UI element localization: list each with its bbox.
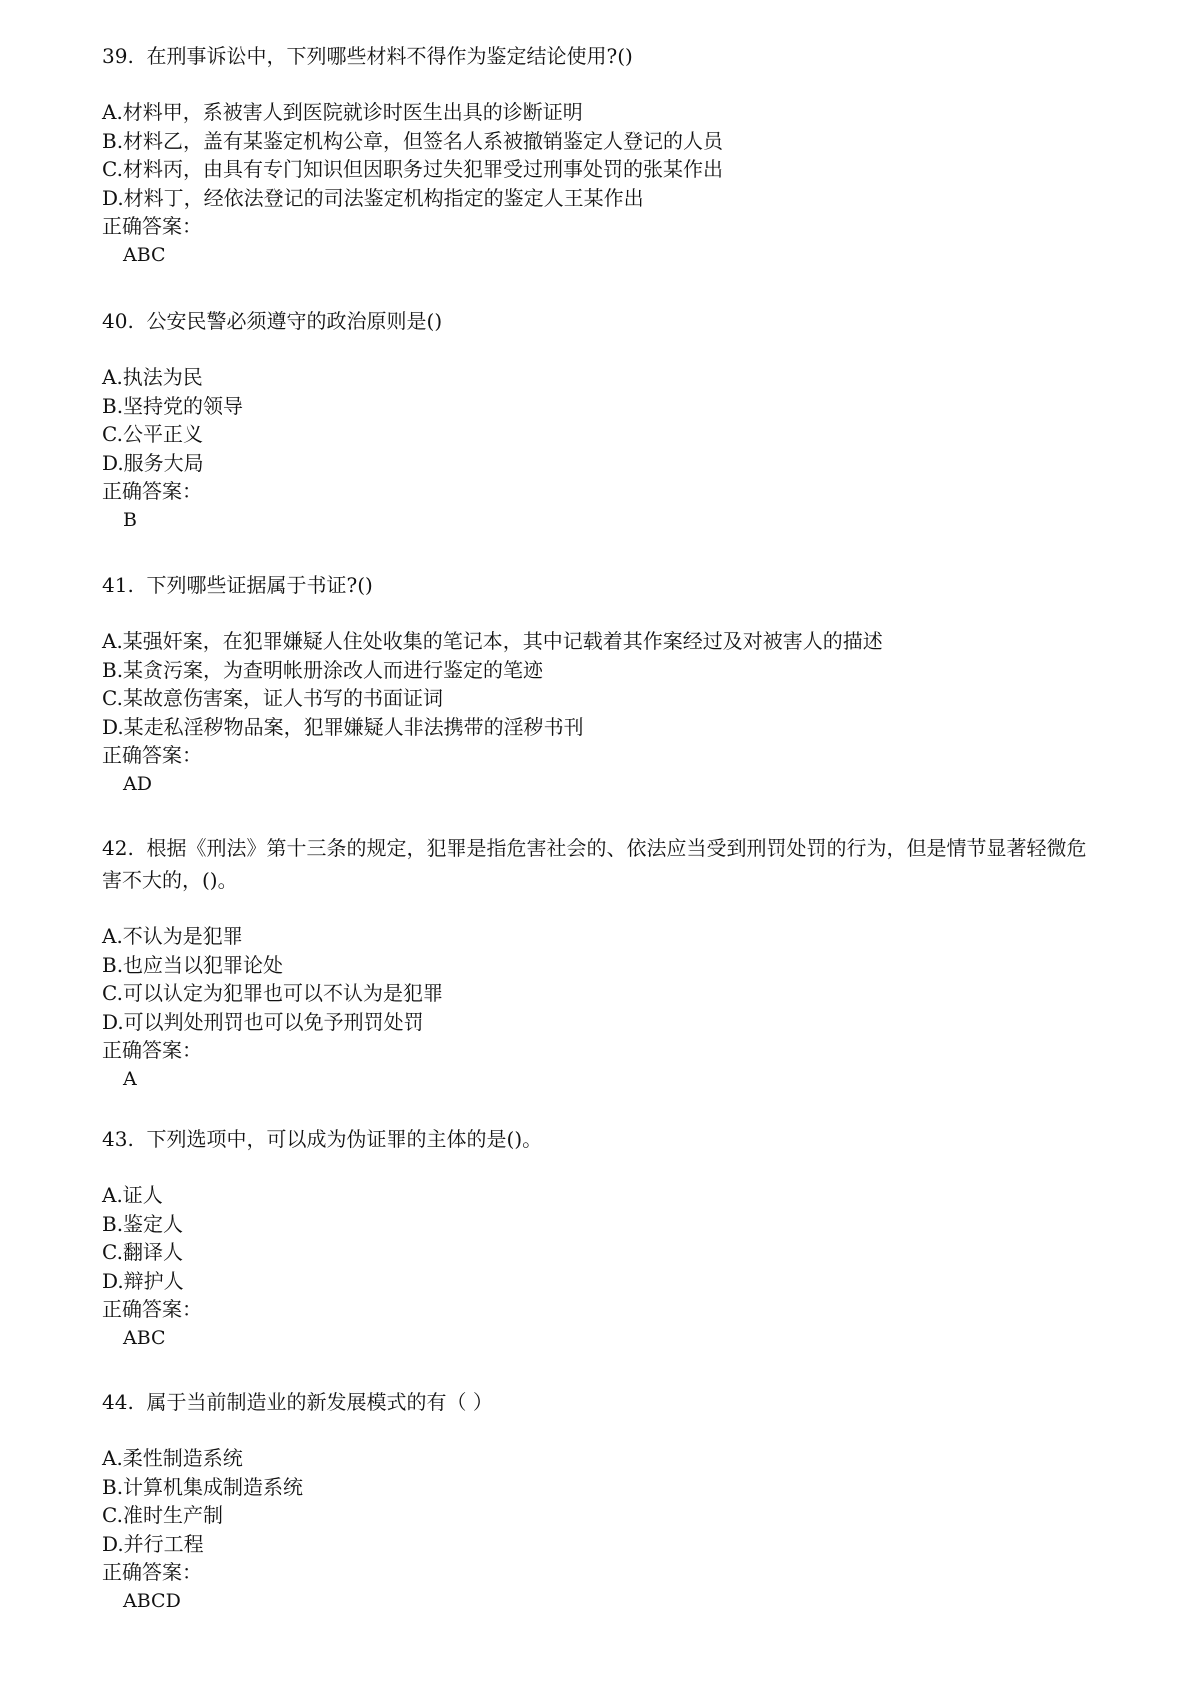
option-b: B.鉴定人 [102,1211,184,1236]
answer-value: A [123,1067,137,1090]
question-title: 44. 属于当前制造业的新发展模式的有（ ） [102,1390,493,1414]
question-41 [102,569,1102,798]
question-title: 43. 下列选项中，可以成为伪证罪的主体的是()。 [102,1127,543,1151]
answer-label: 正确答案： [102,743,202,767]
option-b: B.某贪污案，为查明帐册涂改人而进行鉴定的笔迹 [102,657,544,682]
option-a: A.执法为民 [102,365,203,389]
option-b: B.也应当以犯罪论处 [102,952,284,977]
option-c: C.材料丙，由具有专门知识但因职务过失犯罪受过刑事处罚的张某作出 [102,157,723,181]
answer-label: 正确答案： [102,1560,202,1584]
option-list [102,922,1102,1036]
option-d: D.可以判处刑罚也可以免予刑罚处罚 [102,1009,424,1034]
option-list [102,627,1102,741]
option-d: D.材料丁，经依法登记的司法鉴定机构指定的鉴定人王某作出 [102,185,644,210]
option-a: A.证人 [102,1183,163,1207]
option-a: A.不认为是犯罪 [102,924,243,948]
question-40 [102,305,1102,534]
option-d: D.辩护人 [102,1268,184,1293]
answer-value: ABC [123,1326,166,1349]
answer-label: 正确答案： [102,1038,202,1062]
question-title: 40. 公安民警必须遵守的政治原则是() [102,309,443,333]
option-list [102,1444,1102,1558]
option-b: B.坚持党的领导 [102,393,244,418]
answer-label: 正确答案： [102,214,202,238]
option-a: A.柔性制造系统 [102,1446,243,1470]
option-list [102,1181,1102,1295]
option-c: C.某故意伤害案，证人书写的书面证词 [102,686,443,710]
option-d: D.某走私淫秽物品案，犯罪嫌疑人非法携带的淫秽书刊 [102,714,584,739]
answer-label: 正确答案： [102,1297,202,1321]
question-title: 41. 下列哪些证据属于书证?() [102,573,373,597]
question-42 [102,832,1102,1093]
answer-label: 正确答案： [102,479,202,503]
answer-value: AD [123,772,152,795]
question-43 [102,1123,1102,1352]
option-c: C.翻译人 [102,1240,183,1264]
question-44 [102,1386,1102,1615]
option-d: D.服务大局 [102,450,204,475]
option-b: B.材料乙，盖有某鉴定机构公章，但签名人系被撤销鉴定人登记的人员 [102,128,724,153]
option-list [102,98,1102,212]
option-c: C.公平正义 [102,422,203,446]
option-d: D.并行工程 [102,1531,204,1556]
option-c: C.可以认定为犯罪也可以不认为是犯罪 [102,981,443,1005]
answer-value: ABCD [123,1589,181,1612]
option-b: B.计算机集成制造系统 [102,1474,304,1499]
question-39 [102,40,1102,269]
answer-value: ABC [123,243,166,266]
option-a: A.材料甲，系被害人到医院就诊时医生出具的诊断证明 [102,100,583,124]
option-list [102,363,1102,477]
option-a: A.某强奸案，在犯罪嫌疑人住处收集的笔记本，其中记载着其作案经过及对被害人的描述 [102,629,883,653]
question-title: 42. 根据《刑法》第十三条的规定，犯罪是指危害社会的、依法应当受到刑罚处罚的行为，但是情节显著轻微危害不大的，()。 [102,836,1087,892]
question-title: 39. 在刑事诉讼中，下列哪些材料不得作为鉴定结论使用?() [102,44,633,68]
option-c: C.准时生产制 [102,1503,223,1527]
answer-value: B [123,508,137,531]
